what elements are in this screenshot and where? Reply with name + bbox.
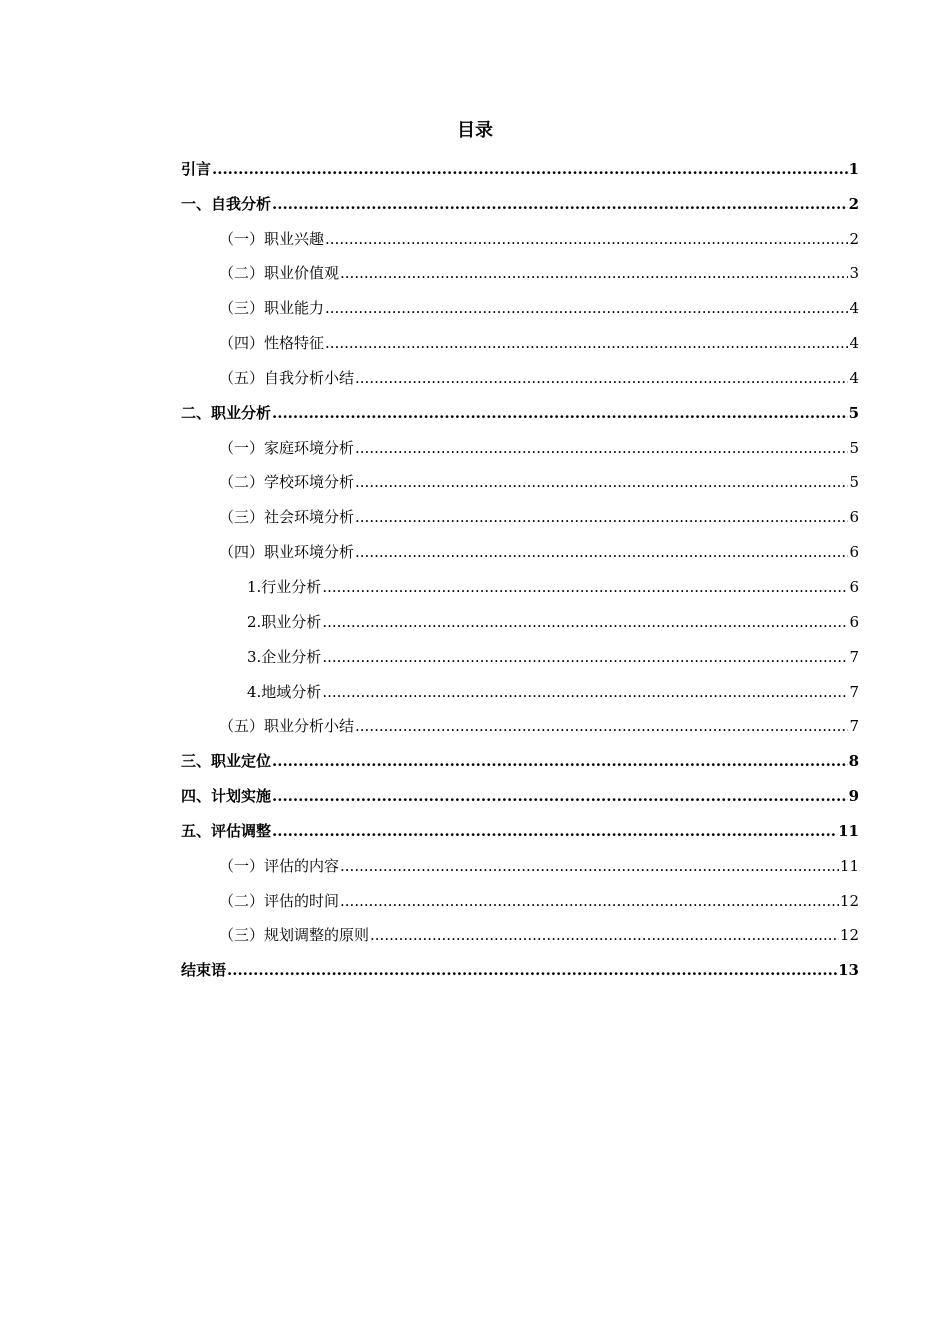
toc-page-number: 9 xyxy=(848,787,859,806)
toc-entry[interactable] xyxy=(181,256,859,291)
toc-dot-leader xyxy=(340,856,839,876)
toc-dot-leader xyxy=(355,507,848,527)
toc-entry-text: （三）社会环境分析 xyxy=(219,508,355,527)
toc-entry[interactable] xyxy=(181,813,859,848)
toc-entry[interactable] xyxy=(181,430,859,465)
toc-dot-leader xyxy=(355,472,848,492)
toc-entry-text: （五）职业分析小结 xyxy=(219,717,355,736)
toc-dot-leader xyxy=(227,960,837,980)
toc-page-number: 2 xyxy=(848,194,859,213)
toc-entry-text: 3.企业分析 xyxy=(247,647,322,666)
toc-entry-text: 1.行业分析 xyxy=(247,577,322,596)
toc-entry[interactable] xyxy=(181,395,859,430)
toc-page-number: 6 xyxy=(849,543,859,562)
toc-dot-leader xyxy=(322,577,848,597)
toc-entry-text: （四）性格特征 xyxy=(219,334,325,353)
toc-page-number: 13 xyxy=(838,961,859,980)
toc-page-number: 2 xyxy=(849,229,859,248)
toc-entry-text: 五、评估调整 xyxy=(181,821,272,840)
toc-entry[interactable] xyxy=(181,918,859,953)
toc-dot-leader xyxy=(322,647,848,667)
toc-dot-leader xyxy=(272,786,848,806)
toc-entry[interactable] xyxy=(181,883,859,918)
toc-page-number: 7 xyxy=(849,647,859,666)
toc-page-number: 4 xyxy=(849,299,859,318)
toc-dot-leader xyxy=(322,682,848,702)
toc-entry-text: 四、计划实施 xyxy=(181,787,272,806)
toc-entry-text: （三）职业能力 xyxy=(219,299,325,318)
toc-dot-leader xyxy=(272,751,848,771)
toc-page-number: 12 xyxy=(839,891,859,910)
toc-entry-text: 三、职业定位 xyxy=(181,752,272,771)
toc-dot-leader xyxy=(340,891,839,911)
toc-entry-text: 一、自我分析 xyxy=(181,194,272,213)
toc-entry-text: （一）评估的内容 xyxy=(219,856,340,875)
toc-page-number: 4 xyxy=(849,334,859,353)
toc-entry-text: （二）学校环境分析 xyxy=(219,473,355,492)
toc-entry-text: 结束语 xyxy=(181,961,227,980)
toc-dot-leader xyxy=(325,229,848,249)
toc-page-number: 1 xyxy=(848,159,859,178)
toc-entry[interactable] xyxy=(181,743,859,778)
toc-dot-leader xyxy=(355,716,848,736)
toc-dot-leader xyxy=(355,368,848,388)
toc-entry[interactable] xyxy=(181,151,859,186)
toc-dot-leader xyxy=(272,403,848,423)
toc-dot-leader xyxy=(325,333,848,353)
toc-entry[interactable] xyxy=(181,778,859,813)
toc-entry[interactable] xyxy=(181,499,859,534)
toc-page-number: 7 xyxy=(849,682,859,701)
toc-list xyxy=(181,151,859,987)
toc-page-number: 4 xyxy=(849,368,859,387)
toc-entry-text: （一）家庭环境分析 xyxy=(219,438,355,457)
toc-entry[interactable] xyxy=(181,534,859,569)
toc-entry[interactable] xyxy=(181,604,859,639)
toc-entry[interactable] xyxy=(181,674,859,709)
toc-dot-leader xyxy=(340,263,848,283)
toc-page-number: 11 xyxy=(839,856,859,875)
toc-entry[interactable] xyxy=(181,290,859,325)
toc-entry[interactable] xyxy=(181,952,859,987)
toc-dot-leader xyxy=(322,612,848,632)
toc-page-number: 6 xyxy=(849,612,859,631)
toc-dot-leader xyxy=(325,298,848,318)
toc-page-number: 7 xyxy=(849,717,859,736)
toc-entry[interactable] xyxy=(181,360,859,395)
toc-dot-leader xyxy=(272,821,837,841)
toc-entry[interactable] xyxy=(181,569,859,604)
toc-entry[interactable] xyxy=(181,325,859,360)
toc-entry-text: （四）职业环境分析 xyxy=(219,543,355,562)
toc-title: 目录 xyxy=(457,120,493,141)
toc-page-number: 12 xyxy=(839,926,859,945)
toc-entry-text: 引言 xyxy=(181,159,212,178)
toc-entry[interactable] xyxy=(181,639,859,674)
toc-page-number: 5 xyxy=(849,438,859,457)
toc-entry[interactable] xyxy=(181,465,859,500)
toc-entry[interactable] xyxy=(181,186,859,221)
toc-dot-leader xyxy=(355,542,848,562)
toc-dot-leader xyxy=(370,925,839,945)
toc-entry-text: （三）规划调整的原则 xyxy=(219,926,370,945)
toc-page-number: 5 xyxy=(849,473,859,492)
toc-dot-leader xyxy=(212,159,848,179)
toc-entry[interactable] xyxy=(181,848,859,883)
toc-entry-text: （二）评估的时间 xyxy=(219,891,340,910)
toc-entry-text: 2.职业分析 xyxy=(247,612,322,631)
toc-page-number: 8 xyxy=(848,752,859,771)
toc-page-number: 5 xyxy=(848,403,859,422)
toc-entry-text: （一）职业兴趣 xyxy=(219,229,325,248)
toc-page-number: 6 xyxy=(849,577,859,596)
toc-entry-text: 二、职业分析 xyxy=(181,403,272,422)
toc-page-number: 11 xyxy=(838,821,859,840)
toc-entry[interactable] xyxy=(181,709,859,744)
toc-dot-leader xyxy=(355,438,848,458)
toc-entry-text: 4.地域分析 xyxy=(247,682,322,701)
toc-page-number: 6 xyxy=(849,508,859,527)
toc-entry-text: （二）职业价值观 xyxy=(219,264,340,283)
toc-page-number: 3 xyxy=(849,264,859,283)
toc-dot-leader xyxy=(272,194,848,214)
toc-entry-text: （五）自我分析小结 xyxy=(219,368,355,387)
toc-entry[interactable] xyxy=(181,221,859,256)
